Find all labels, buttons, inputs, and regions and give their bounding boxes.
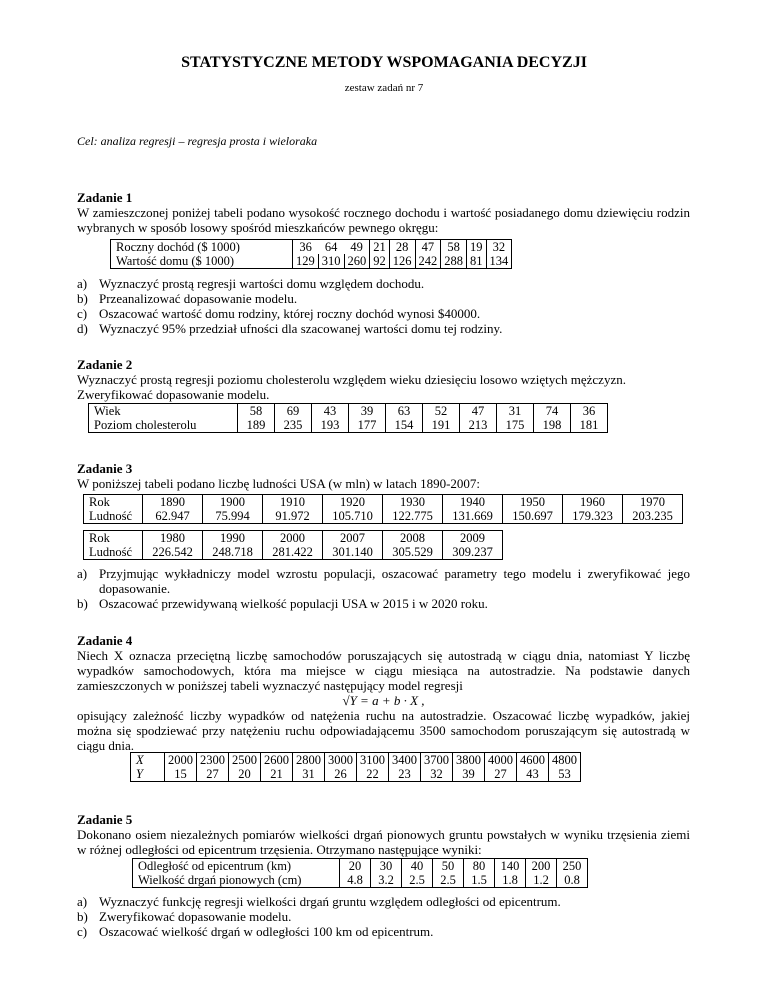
table-cell: 3400	[389, 753, 421, 768]
task3-table-b	[83, 530, 503, 560]
table-cell: 30	[371, 859, 402, 874]
task4-text2: opisujący zależność liczby wypadków od natężenia ruchu na autostradzie. Oszacować liczbę wypadków, jakiej można się spodziewać przy natężeniu ruchu odpowiadającemu 3500 samochodom poruszającym się autostradą w ciągu dnia.	[77, 708, 690, 753]
table-cell: 2500	[229, 753, 261, 768]
task2-heading: Zadanie 2	[77, 357, 133, 372]
table-cell: 39	[453, 767, 485, 782]
table-cell: 43	[312, 404, 349, 419]
table-cell: 31	[293, 767, 325, 782]
task4-table	[130, 752, 581, 782]
table-cell: 3000	[325, 753, 357, 768]
table-label: Roczny dochód ($ 1000)	[111, 240, 293, 255]
table-cell: 1940	[443, 495, 503, 510]
table-cell: 2300	[197, 753, 229, 768]
table-cell: 69	[275, 404, 312, 419]
table-cell: 203.235	[623, 509, 683, 524]
table-cell: 21	[370, 240, 390, 255]
table-cell: 2000	[165, 753, 197, 768]
table-cell: 3800	[453, 753, 485, 768]
table-cell: 1900	[203, 495, 263, 510]
table-label: Poziom cholesterolu	[89, 418, 238, 433]
table-cell: 1960	[563, 495, 623, 510]
table-cell: 36	[571, 404, 608, 419]
task5-list	[77, 894, 697, 939]
table-cell: 226.542	[143, 545, 203, 560]
table-cell: 193	[312, 418, 349, 433]
table-cell: 31	[497, 404, 534, 419]
table-cell: 47	[415, 240, 441, 255]
table-cell: 0.8	[557, 873, 588, 888]
table-cell: 74	[534, 404, 571, 419]
list-item: a) Wyznaczyć prostą regresji wartości domu względem dochodu.	[77, 276, 425, 291]
table-label: Ludność	[84, 509, 143, 524]
list-item: b) Zweryfikować dopasowanie modelu.	[77, 909, 292, 924]
task5-text: Dokonano osiem niezależnych pomiarów wielkości drgań pionowych gruntu powstałych w wyniku trzęsienia ziemi w różnej odległości od epicentrum trzęsienia. Otrzymano następujące wyniki:	[77, 827, 690, 857]
task4-heading: Zadanie 4	[77, 633, 133, 648]
table-label: Wielkość drgań pionowych (cm)	[133, 873, 340, 888]
table-cell: 19	[467, 240, 487, 255]
list-item: c) Oszacować wielkość drgań w odległości 100 km od epicentrum.	[77, 924, 434, 939]
table-cell: 1.8	[495, 873, 526, 888]
table-cell: 27	[197, 767, 229, 782]
task2-table	[88, 403, 608, 433]
table-cell: 4.8	[340, 873, 371, 888]
table-label: Rok	[84, 495, 143, 510]
task3	[77, 461, 690, 491]
page-subtitle: zestaw zadań nr 7	[344, 82, 424, 94]
table-cell: 2007	[323, 531, 383, 546]
table-cell: 4600	[517, 753, 549, 768]
table-label: Ludność	[84, 545, 143, 560]
table-cell: 50	[433, 859, 464, 874]
task5	[77, 812, 690, 857]
table-cell: 198	[534, 418, 571, 433]
table-cell: 75.994	[203, 509, 263, 524]
task5-heading: Zadanie 5	[77, 812, 133, 827]
table-cell: 32	[486, 240, 512, 255]
table-label: X	[131, 753, 165, 768]
table-cell: 105.710	[323, 509, 383, 524]
task3-heading: Zadanie 3	[77, 461, 133, 476]
task4-text1: Niech X oznacza przeciętną liczbę samochodów poruszających się autostradą w ciągu dnia, natomiast Y liczbę wypadków samochodowych, która ma miejsce w ciągu miesiąca na autostradzie. Na podstawie danych zamieszczonych w poniższej tabeli wyznaczyć następujący model regresji	[77, 648, 690, 693]
table-cell: 58	[441, 240, 467, 255]
task4	[77, 633, 690, 753]
table-cell: 2000	[263, 531, 323, 546]
table-cell: 20	[340, 859, 371, 874]
table-cell: 2600	[261, 753, 293, 768]
table-cell: 23	[389, 767, 421, 782]
task2-text1: Wyznaczyć prostą regresji poziomu cholesterolu względem wieku dziesięciu losowo wziętych mężczyzn.	[77, 372, 626, 387]
table-label: Y	[131, 767, 165, 782]
task2	[77, 357, 690, 402]
table-cell: 2009	[443, 531, 503, 546]
task3-list	[77, 566, 690, 611]
table-cell: 58	[238, 404, 275, 419]
goal-text: Cel: analiza regresji – regresja prosta i wieloraka	[77, 134, 318, 148]
task4-formula: √Y = a + b · X ,	[342, 693, 425, 708]
table-cell: 175	[497, 418, 534, 433]
table-label: Rok	[84, 531, 143, 546]
table-cell: 52	[423, 404, 460, 419]
table-cell: 177	[349, 418, 386, 433]
table-cell: 309.237	[443, 545, 503, 560]
table-cell: 62.947	[143, 509, 203, 524]
table-cell: 260	[344, 254, 370, 269]
table-cell: 4000	[485, 753, 517, 768]
table-cell: 15	[165, 767, 197, 782]
table-label: Wartość domu ($ 1000)	[111, 254, 293, 269]
table-cell: 26	[325, 767, 357, 782]
table-cell: 2.5	[433, 873, 464, 888]
table-cell: 131.669	[443, 509, 503, 524]
task1-heading: Zadanie 1	[77, 190, 133, 205]
table-cell: 3.2	[371, 873, 402, 888]
table-cell: 1970	[623, 495, 683, 510]
task3-table-a	[83, 494, 683, 524]
task5-table	[132, 858, 588, 888]
list-item: b) Przeanalizować dopasowanie modelu.	[77, 291, 298, 306]
table-cell: 250	[557, 859, 588, 874]
table-cell: 80	[464, 859, 495, 874]
list-item: a) Wyznaczyć funkcję regresji wielkości drgań gruntu względem odległości od epicentrum.	[77, 894, 561, 909]
task2-text2: Zweryfikować dopasowanie modelu.	[77, 387, 270, 402]
task1-table	[110, 239, 512, 269]
list-item: a) Przyjmując wykładniczy model wzrostu populacji, oszacować parametry tego modelu i zweryfikować jego dopasowanie.	[77, 566, 690, 596]
table-cell: 1.2	[526, 873, 557, 888]
table-cell: 32	[421, 767, 453, 782]
table-cell: 301.140	[323, 545, 383, 560]
table-cell: 305.529	[383, 545, 443, 560]
table-cell: 248.718	[203, 545, 263, 560]
task3-text: W poniższej tabeli podano liczbę ludności USA (w mln) w latach 1890-2007:	[77, 476, 481, 491]
table-cell: 140	[495, 859, 526, 874]
table-cell: 1990	[203, 531, 263, 546]
table-cell: 3100	[357, 753, 389, 768]
table-cell: 122.775	[383, 509, 443, 524]
table-cell: 36	[293, 240, 319, 255]
table-cell: 47	[460, 404, 497, 419]
table-cell: 21	[261, 767, 293, 782]
table-cell: 2800	[293, 753, 325, 768]
page-title: STATYSTYCZNE METODY WSPOMAGANIA DECYZJI	[181, 54, 587, 71]
table-cell: 27	[485, 767, 517, 782]
table-cell: 81	[467, 254, 487, 269]
list-item: d) Wyznaczyć 95% przedział ufności dla szacowanej wartości domu tej rodziny.	[77, 321, 503, 336]
table-cell: 134	[486, 254, 512, 269]
table-cell: 181	[571, 418, 608, 433]
table-cell: 1950	[503, 495, 563, 510]
table-cell: 154	[386, 418, 423, 433]
table-cell: 1910	[263, 495, 323, 510]
table-cell: 43	[517, 767, 549, 782]
table-cell: 22	[357, 767, 389, 782]
list-item: c) Oszacować wartość domu rodziny, której roczny dochód wynosi $40000.	[77, 306, 481, 321]
table-cell: 28	[389, 240, 415, 255]
table-cell: 1890	[143, 495, 203, 510]
task1	[77, 190, 690, 235]
table-cell: 1920	[323, 495, 383, 510]
table-cell: 39	[349, 404, 386, 419]
table-cell: 2.5	[402, 873, 433, 888]
table-cell: 126	[389, 254, 415, 269]
list-item: b) Oszacować przewidywaną wielkość populacji USA w 2015 i w 2020 roku.	[77, 596, 488, 611]
table-cell: 213	[460, 418, 497, 433]
table-cell: 281.422	[263, 545, 323, 560]
table-cell: 3700	[421, 753, 453, 768]
table-cell: 310	[318, 254, 344, 269]
task1-text: W zamieszczonej poniżej tabeli podano wysokość rocznego dochodu i wartość posiadanego domu dziewięciu rodzin wybranych w sposób losowy spośród mieszkańców pewnego okręgu:	[77, 205, 690, 235]
table-cell: 191	[423, 418, 460, 433]
table-cell: 1.5	[464, 873, 495, 888]
table-cell: 150.697	[503, 509, 563, 524]
table-cell: 49	[344, 240, 370, 255]
table-label: Wiek	[89, 404, 238, 419]
task1-list	[77, 276, 697, 336]
table-cell: 20	[229, 767, 261, 782]
table-cell: 64	[324, 240, 338, 254]
table-cell: 2008	[383, 531, 443, 546]
table-cell: 40	[402, 859, 433, 874]
table-cell: 91.972	[263, 509, 323, 524]
table-cell: 235	[275, 418, 312, 433]
table-label: Odległość od epicentrum (km)	[133, 859, 340, 874]
table-cell: 63	[386, 404, 423, 419]
table-cell: 288	[441, 254, 467, 269]
table-cell: 92	[370, 254, 390, 269]
table-cell: 189	[238, 418, 275, 433]
table-cell: 179.323	[563, 509, 623, 524]
table-cell: 129	[293, 254, 319, 269]
table-cell: 53	[549, 767, 581, 782]
table-cell: 1980	[143, 531, 203, 546]
table-cell: 242	[415, 254, 441, 269]
table-cell: 200	[526, 859, 557, 874]
table-cell: 4800	[549, 753, 581, 768]
table-cell: 1930	[383, 495, 443, 510]
